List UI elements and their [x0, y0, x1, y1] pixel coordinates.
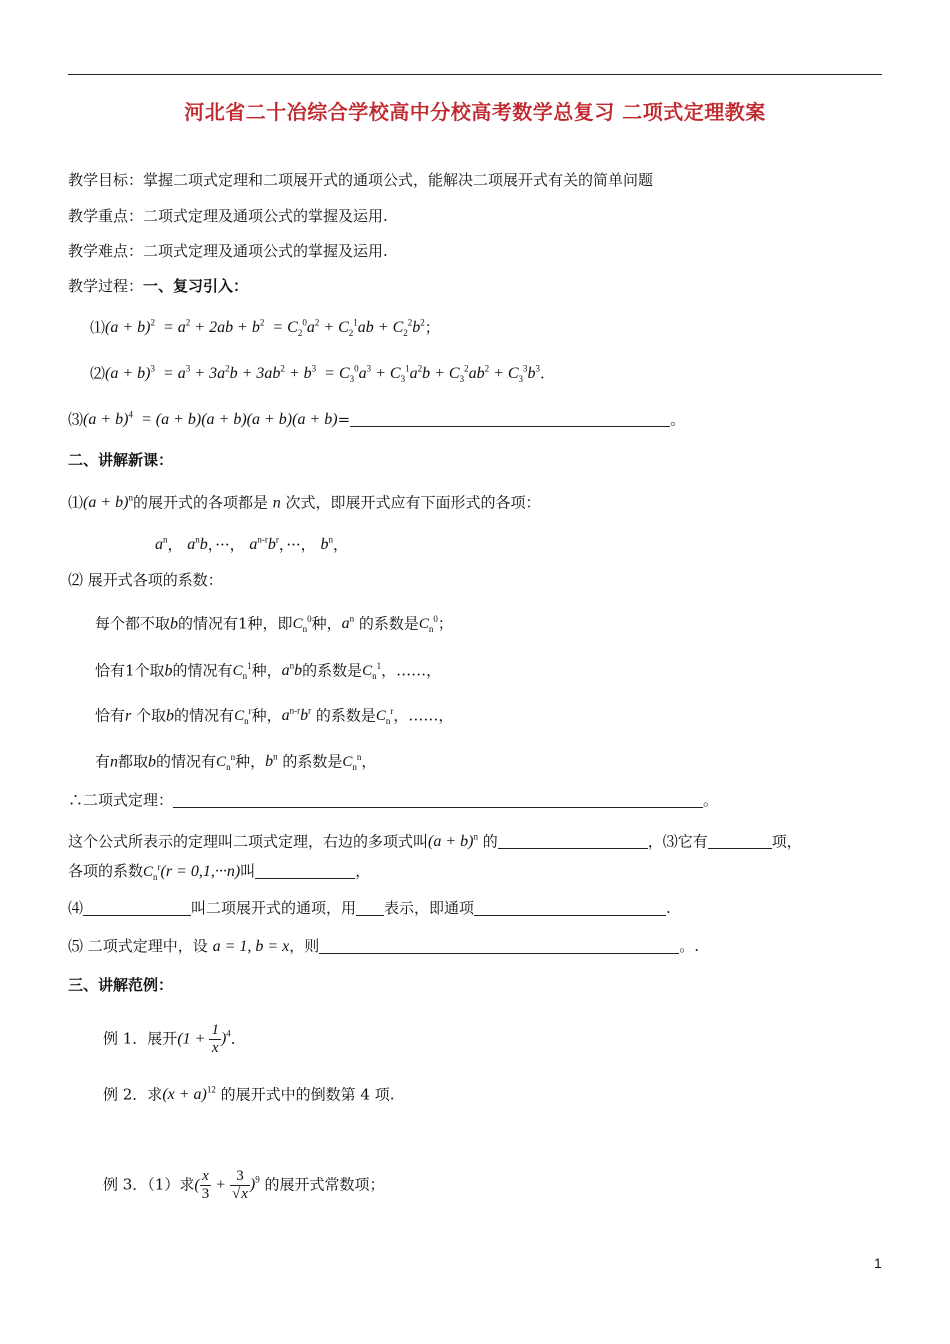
fraction-x-over-3: $\frac{x}{3}$	[201, 1167, 210, 1202]
coef2-e: ，……，	[381, 661, 442, 680]
item4-b: 表示，即通项	[384, 899, 475, 917]
difficulty-line	[68, 241, 388, 261]
explain-b: 的	[482, 832, 498, 851]
blank-notation[interactable]	[356, 899, 384, 916]
explain-c: ，⑶它有	[647, 832, 708, 851]
coef3-f: ，……，	[393, 706, 454, 725]
key-point-line	[68, 206, 388, 226]
explain-a: 这个公式所表示的定理叫二项式定理，右边的多项式叫	[68, 832, 429, 851]
objective-text: 掌握二项式定理和二项展开式的通项公式，能解决二项展开式有关的简单问题	[143, 171, 654, 189]
blank-coef-name[interactable]	[255, 862, 355, 879]
blank-theorem[interactable]	[173, 791, 703, 808]
item5-c: 。.	[679, 937, 700, 955]
explain2-c: ，	[355, 862, 371, 880]
fraction-1-over-x: $\frac{1}{x}$	[211, 1021, 219, 1056]
coef3-a: 恰有	[95, 706, 126, 725]
ex3-b: 的展开式常数项；	[264, 1175, 385, 1194]
item4-a: 叫二项展开式的通项，用	[191, 899, 357, 917]
key-point-label: 教学重点：	[68, 207, 144, 225]
coef-line-1: 每个都不取b的情况有1种，即$C_n^0$种，$a^n$ 的系数是$C_n^0$；	[95, 614, 453, 635]
explain-line-1: 这个公式所表示的定理叫二项式定理，右边的多项式叫$(a + b)^n$ 的 ，⑶它有 项，	[68, 832, 802, 851]
difficulty-label: 教学难点：	[68, 242, 144, 260]
ex3-a: 例 3．（1）求	[103, 1175, 195, 1194]
theorem-label: ∴二项式定理：	[68, 791, 174, 809]
coef3-e: 的系数是	[315, 706, 376, 725]
section3-heading: 三、讲解范例：	[68, 976, 174, 994]
objective-label: 教学目标：	[68, 171, 144, 189]
explain-d: 项，	[771, 832, 802, 851]
coef3-b: 个取	[136, 706, 167, 725]
example-3: 例 3．（1）求( $\frac{x}{3}$ + $\frac{3}{√x}$ )$^9$ 的展开式常数项；	[103, 1167, 385, 1202]
new-item1-num: ⑴	[68, 493, 84, 512]
term-forms: $a^n$， $a^nb$，···， $a^{n-r}b^r$，···， $b^n$，	[155, 535, 348, 554]
item5-a: ⑸ 二项式定理中，设	[68, 937, 208, 955]
fraction-3-over-sqrt-x: $\frac{3}{√x}$	[231, 1167, 248, 1202]
explain2-b: 叫	[240, 862, 256, 880]
coef-line-2: 恰有1个取b的情况有$C_n^1$种，$a^nb$的系数是$C_n^1$，……，	[95, 661, 442, 682]
coef1-d: 的系数是	[358, 614, 419, 633]
difficulty-text: 二项式定理及通项公式的掌握及运用.	[143, 242, 388, 260]
coef1-a: 每个都不取	[95, 614, 171, 633]
item4-num: ⑷	[68, 899, 84, 917]
coef2-b: 的情况有	[172, 661, 233, 680]
section1-heading: 一、复习引入：	[143, 277, 249, 295]
explain2-a: 各项的系数	[68, 862, 144, 880]
coef2-a: 恰有1个取	[95, 661, 165, 680]
coef3-c: 的情况有	[174, 706, 235, 725]
example-2: 例 2．求$(x + a)^{12}$ 的展开式中的倒数第 4 项.	[103, 1085, 395, 1104]
blank-expansion-name[interactable]	[498, 832, 648, 849]
coef4-a: 有	[95, 752, 111, 771]
coef4-e: 的系数是	[282, 752, 343, 771]
blank-general-formula[interactable]	[474, 899, 666, 916]
coef4-f: ，	[361, 752, 377, 771]
coef-line-3: 恰有r 个取b的情况有$C_n^r$种，$a^{n-r}b^r$ 的系数是$C_n^r$，……，	[95, 706, 454, 727]
objective-line	[68, 170, 653, 190]
item4-c: .	[666, 899, 671, 917]
review-formula-3: ⑶(a + b)$^4$ = (a + b)(a + b)(a + b)(a + b)= 。	[68, 410, 686, 429]
new-item1-text-b: 次式，即展开式应有下面形式的各项：	[285, 493, 541, 512]
new-item-1: ⑴(a + b)$^n$的展开式的各项都是 n 次式，即展开式应有下面形式的各项：	[68, 493, 541, 512]
header-rule	[68, 74, 882, 75]
review-item1-num: ⑴	[90, 318, 106, 337]
ex1-b: ．	[230, 1029, 246, 1048]
theorem-line	[68, 790, 718, 810]
coef2-d: 的系数是	[302, 661, 363, 680]
blank-term-count[interactable]	[708, 832, 772, 849]
new-item-5: ⑸ 二项式定理中，设 a = 1, b = x，则 。.	[68, 937, 700, 955]
review-item2-num: ⑵	[90, 364, 106, 383]
review-item3-end: 。	[670, 410, 686, 429]
document-title: 河北省二十冶综合学校高中分校高考数学总复习 二项式定理教案	[184, 100, 766, 124]
ex1-a: 例 1．展开	[103, 1029, 178, 1048]
new-item-2: ⑵ 展开式各项的系数：	[68, 571, 223, 589]
item5-b: ，则	[289, 937, 320, 955]
blank-substitution[interactable]	[319, 937, 679, 954]
coef4-d: 种，	[235, 752, 266, 771]
blank-general-term[interactable]	[83, 899, 191, 916]
review-formula-1: ⑴(a + $b)^2 = a^2 + 2ab + b^2 = C_2^0a^2 + C_2^1ab + C_2^2b^2$；	[90, 318, 440, 339]
process-line	[68, 276, 248, 296]
ex2-a: 例 2．求	[103, 1085, 163, 1104]
coef2-c: 种，	[251, 661, 282, 680]
process-label: 教学过程：	[68, 277, 144, 295]
example-1: 例 1．展开(1 + $\frac{1}{x}$ )$^4$．	[103, 1021, 246, 1056]
explain-line-2: 各项的系数$C_n^r(r = 0,1,\cdot\cdot\cdot n)$叫 ，	[68, 862, 371, 882]
new-item1-text-a: 的展开式的各项都是	[132, 493, 268, 512]
coef4-b: 都取	[118, 752, 149, 771]
key-point-text: 二项式定理及通项公式的掌握及运用.	[143, 207, 388, 225]
review-formula-2: ⑵(a + $b)^3 = a^3 + 3a^2b + 3ab^2 + b^3 = C_3^0a^3 + C_3^1a^2b + C_3^2ab^2 + C_3^3b^3$.	[90, 364, 545, 385]
coef1-c: 种，	[311, 614, 342, 633]
page-number: 1	[874, 1255, 882, 1271]
coef-line-4: 有n都取b的情况有$C_n^n$种，$b^n$ 的系数是$C_n^n$，	[95, 752, 377, 773]
coef1-e: ；	[437, 614, 453, 633]
section2-heading: 二、讲解新课：	[68, 451, 174, 469]
theorem-end: 。	[703, 791, 719, 809]
blank-expansion-4[interactable]	[350, 410, 670, 427]
review-item3-num: ⑶	[68, 410, 84, 429]
new-item-4	[68, 898, 671, 918]
coef1-b: 的情况有1种，即	[178, 614, 293, 633]
coef3-d: 种，	[251, 706, 282, 725]
ex2-b: 的展开式中的倒数第 4 项.	[220, 1085, 395, 1104]
coef4-c: 的情况有	[156, 752, 217, 771]
